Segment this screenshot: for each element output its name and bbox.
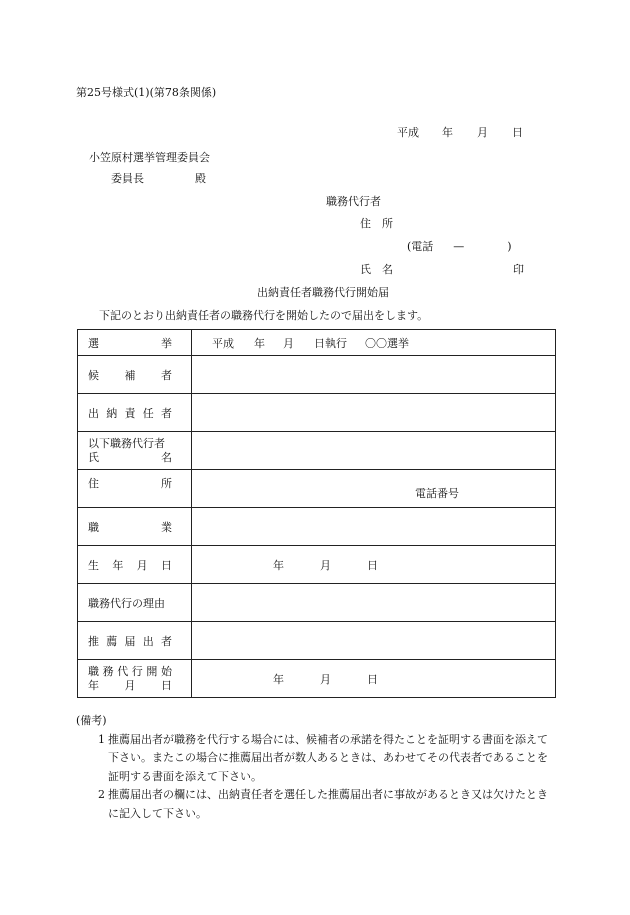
table-row — [78, 508, 556, 546]
recommender-field[interactable] — [192, 622, 556, 660]
notes-section — [76, 712, 556, 823]
notes-heading: (備考) — [76, 714, 107, 727]
candidate-label: 候 補 者 — [78, 356, 192, 394]
note-number: 1 — [98, 732, 105, 746]
election-label: 選 挙 — [78, 330, 192, 356]
election-value[interactable]: 平成 年 月 日執行 〇〇選挙 — [192, 330, 556, 356]
table-row — [78, 660, 556, 698]
note-number: 2 — [98, 788, 105, 801]
address-field[interactable] — [192, 470, 556, 508]
submission-date — [397, 124, 523, 140]
deputy-name-label: 以下職務代行者 氏 名 — [78, 432, 192, 470]
intro-text: 下記のとおり出納責任者の職務代行を開始したので届出をします。 — [99, 309, 429, 322]
table-row — [78, 356, 556, 394]
phone-dash: — — [453, 240, 465, 253]
birthdate-field[interactable]: 年 月 日 — [192, 546, 556, 584]
address-row-label: 住 所 — [78, 470, 192, 508]
document-title: 出納責任者職務代行開始届 — [257, 286, 389, 299]
candidate-field[interactable] — [192, 356, 556, 394]
start-date-field[interactable]: 年 月 日 — [192, 660, 556, 698]
table-row — [78, 394, 556, 432]
reason-label: 職務代行の理由 — [78, 584, 192, 622]
table-row — [78, 622, 556, 660]
year-label: 年 — [442, 126, 453, 139]
recommender-label: 推 薦 届 出 者 — [78, 622, 192, 660]
phone-number-label: 電話番号 — [415, 486, 459, 500]
phone-close: ) — [507, 240, 512, 253]
table-row — [78, 470, 556, 508]
addressee-title: 委員長 — [111, 172, 144, 185]
table-row — [78, 546, 556, 584]
note-text: 推薦届出者が職務を代行する場合には、候補者の承諾を得たことを証明する書面を添えて下さい。またこの場合に推薦届出者が数人あるときは、あわせてその代表者であることを証明する書面を添えて下さい。 — [108, 732, 548, 783]
note-item — [76, 731, 556, 787]
deputy-name-field[interactable] — [192, 432, 556, 470]
form-number: 第25号様式(1)(第78条関係) — [76, 86, 217, 99]
occupation-field[interactable] — [192, 508, 556, 546]
addressee-honorific: 殿 — [195, 172, 206, 185]
occupation-label: 職 業 — [78, 508, 192, 546]
day-label: 日 — [512, 126, 523, 139]
treasurer-field[interactable] — [192, 394, 556, 432]
address-label: 住 所 — [360, 217, 393, 230]
note-item — [76, 786, 556, 823]
table-row — [78, 330, 556, 356]
birthdate-label: 生 年 月 日 — [78, 546, 192, 584]
month-label: 月 — [477, 126, 488, 139]
treasurer-label: 出 納 責 任 者 — [78, 394, 192, 432]
phone-line — [407, 238, 512, 254]
phone-open: (電話 — [407, 240, 434, 253]
form-table — [77, 329, 556, 698]
start-date-label: 職 務 代 行 開 始 年 月 日 — [78, 660, 192, 698]
note-text: 推薦届出者の欄には、出納責任者を選任した推薦届出者に事故があるとき又は欠けたときに記入して下さい。 — [108, 788, 548, 820]
name-label: 氏 名 — [360, 263, 393, 276]
applicant-role: 職務代行者 — [326, 195, 381, 208]
era-label: 平成 — [397, 126, 419, 139]
reason-field[interactable] — [192, 584, 556, 622]
addressee-org: 小笠原村選挙管理委員会 — [89, 151, 210, 164]
table-row — [78, 432, 556, 470]
seal-mark: 印 — [513, 263, 524, 276]
table-row — [78, 584, 556, 622]
